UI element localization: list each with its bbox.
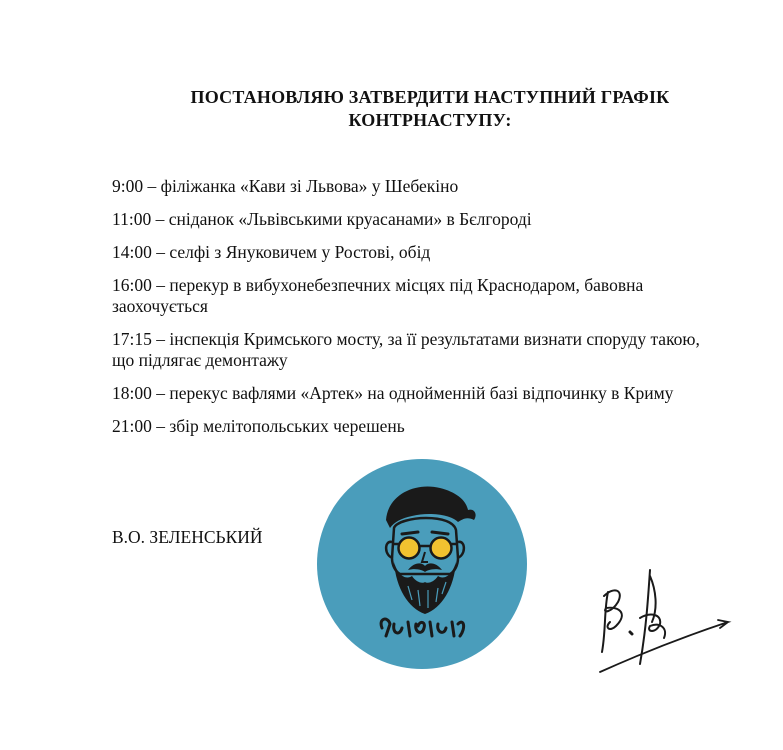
bearded-man-logo-icon [316, 458, 528, 670]
signature-stroke-1 [602, 590, 622, 652]
title-line-2: КОНТРНАСТУПУ: [348, 110, 512, 130]
signer-name: В.О. ЗЕЛЕНСЬКИЙ [112, 527, 263, 547]
schedule-item: 14:00 – селфі з Януковичем у Ростові, обід [112, 242, 431, 262]
eyebrow-left [402, 532, 418, 534]
schedule-item: 18:00 – перекус вафлями «Артек» на однойменній базі відпочинку в Криму [112, 383, 674, 403]
glasses-lens-left [399, 538, 420, 559]
signature-dot [630, 632, 632, 634]
document-title [150, 86, 710, 132]
schedule-item: 11:00 – сніданок «Львівськими круасанами» в Бєлгороді [112, 209, 532, 229]
handwritten-signature-icon [590, 560, 740, 680]
schedule-item: 9:00 – філіжанка «Кави зі Львова» у Шебекіно [112, 176, 459, 196]
eyebrow-right [432, 532, 448, 534]
schedule-list [112, 176, 722, 449]
schedule-item: 16:00 – перекур в вибухонебезпечних місцях під Краснодаром, бавовна заохочується [112, 275, 644, 316]
title-line-1: ПОСТАНОВЛЯЮ ЗАТВЕРДИТИ НАСТУПНИЙ ГРАФІК [190, 87, 670, 107]
schedule-item: 21:00 – збір мелітопольських черешень [112, 416, 405, 436]
glasses-lens-right [431, 538, 452, 559]
schedule-item: 17:15 – інспекція Кримського мосту, за її результатами визнати споруду такою, що підлягає демонтажу [112, 329, 700, 370]
